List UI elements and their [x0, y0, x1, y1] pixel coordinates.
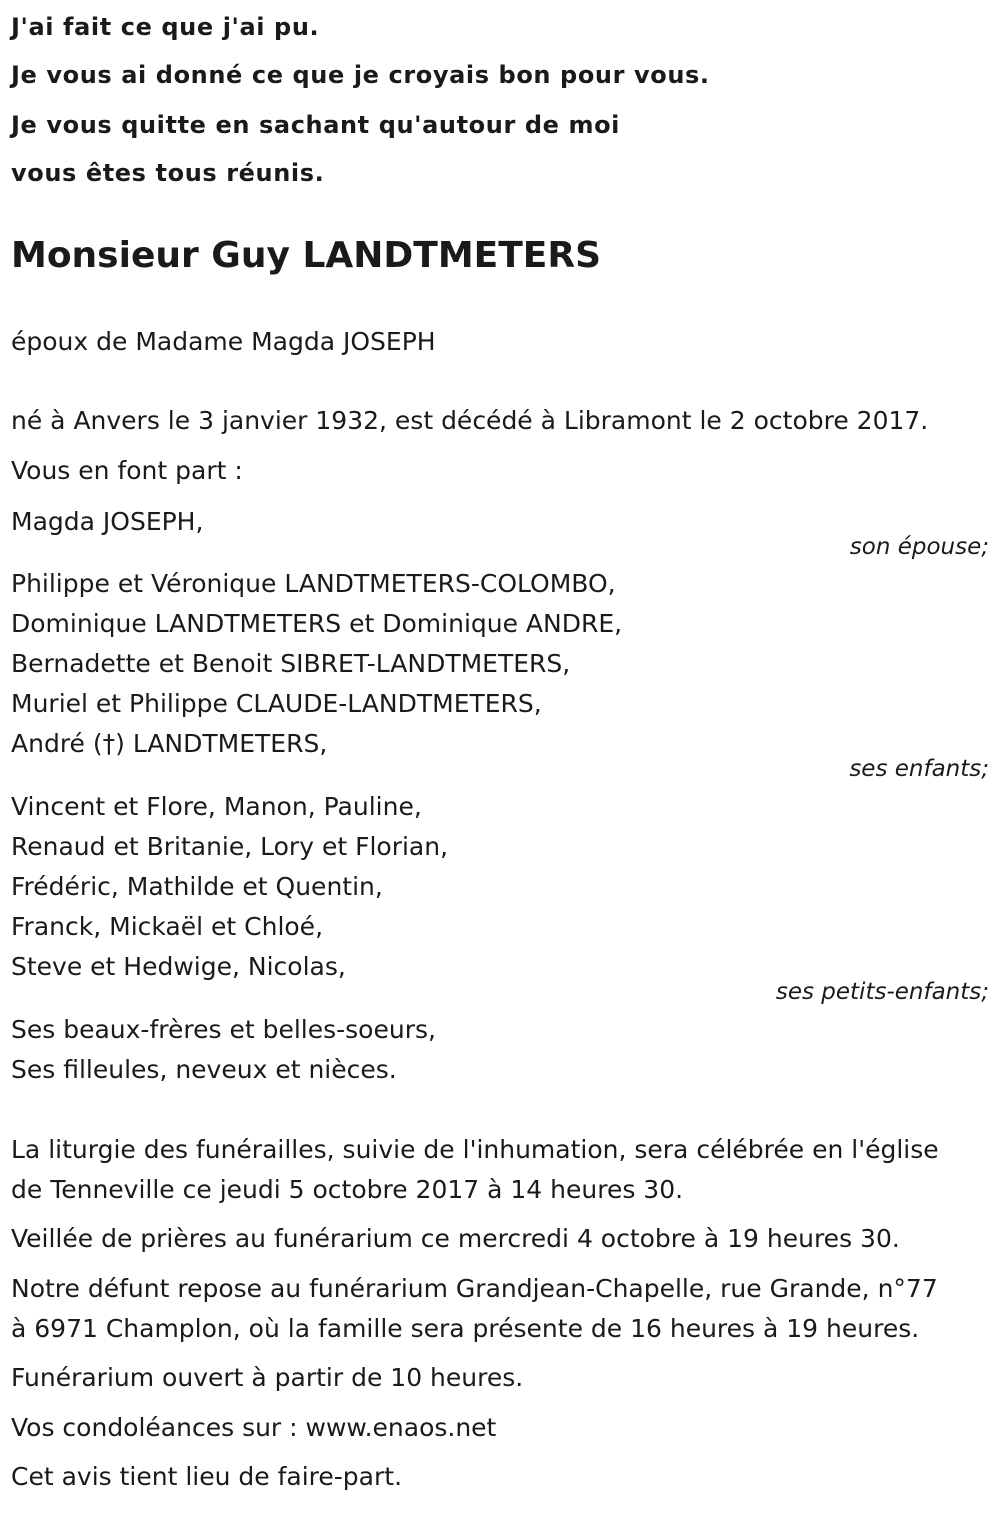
- grandchildren-role: ses petits-enfants;: [775, 979, 989, 1005]
- liturgy-line-1: La liturgie des funérailles, suivie de l'inhumation, sera célébrée en l'église: [11, 1135, 939, 1164]
- poem-line-2: Je vous ai donné ce que je croyais bon pour vous.: [11, 61, 710, 89]
- grandchild-line-3: Frédéric, Mathilde et Quentin,: [11, 872, 383, 901]
- grandchild-line-5: Steve et Hedwige, Nicolas,: [11, 952, 346, 981]
- rest-line-1: Notre défunt repose au funérarium Grandjean-Chapelle, rue Grande, n°77: [11, 1274, 938, 1303]
- opening-line: Funérarium ouvert à partir de 10 heures.: [11, 1363, 524, 1392]
- rest-line-2: à 6971 Champlon, où la famille sera présente de 16 heures à 19 heures.: [11, 1314, 920, 1343]
- spouse-line: époux de Madame Magda JOSEPH: [11, 327, 436, 356]
- spouse-name: Magda JOSEPH,: [11, 507, 204, 536]
- poem-line-1: J'ai fait ce que j'ai pu.: [11, 13, 320, 41]
- liturgy-line-2: de Tenneville ce jeudi 5 octobre 2017 à 14 heures 30.: [11, 1175, 684, 1204]
- child-line-2: Dominique LANDTMETERS et Dominique ANDRE,: [11, 609, 623, 638]
- poem-line-3: Je vous quitte en sachant qu'autour de moi: [11, 111, 620, 139]
- children-role: ses enfants;: [849, 756, 989, 782]
- deceased-name: Monsieur Guy LANDTMETERS: [11, 235, 602, 276]
- child-line-4: Muriel et Philippe CLAUDE-LANDTMETERS,: [11, 689, 542, 718]
- grandchild-line-2: Renaud et Britanie, Lory et Florian,: [11, 832, 449, 861]
- grandchild-line-4: Franck, Mickaël et Chloé,: [11, 912, 324, 941]
- vigil-line: Veillée de prières au funérarium ce mercredi 4 octobre à 19 heures 30.: [11, 1224, 900, 1253]
- condolences-line: Vos condoléances sur : www.enaos.net: [11, 1413, 497, 1442]
- others-line-2: Ses filleules, neveux et nièces.: [11, 1055, 397, 1084]
- child-line-1: Philippe et Véronique LANDTMETERS-COLOMBO,: [11, 569, 616, 598]
- birth-death-line: né à Anvers le 3 janvier 1932, est décédé à Libramont le 2 octobre 2017.: [11, 406, 929, 435]
- child-line-3: Bernadette et Benoit SIBRET-LANDTMETERS,: [11, 649, 571, 678]
- grandchild-line-1: Vincent et Flore, Manon, Pauline,: [11, 792, 422, 821]
- spouse-role: son épouse;: [849, 534, 989, 560]
- notice-line: Cet avis tient lieu de faire-part.: [11, 1462, 403, 1491]
- child-line-5: André (†) LANDTMETERS,: [11, 729, 328, 758]
- announce-line: Vous en font part :: [11, 456, 243, 485]
- others-line-1: Ses beaux-frères et belles-soeurs,: [11, 1015, 436, 1044]
- poem-line-4: vous êtes tous réunis.: [11, 159, 325, 187]
